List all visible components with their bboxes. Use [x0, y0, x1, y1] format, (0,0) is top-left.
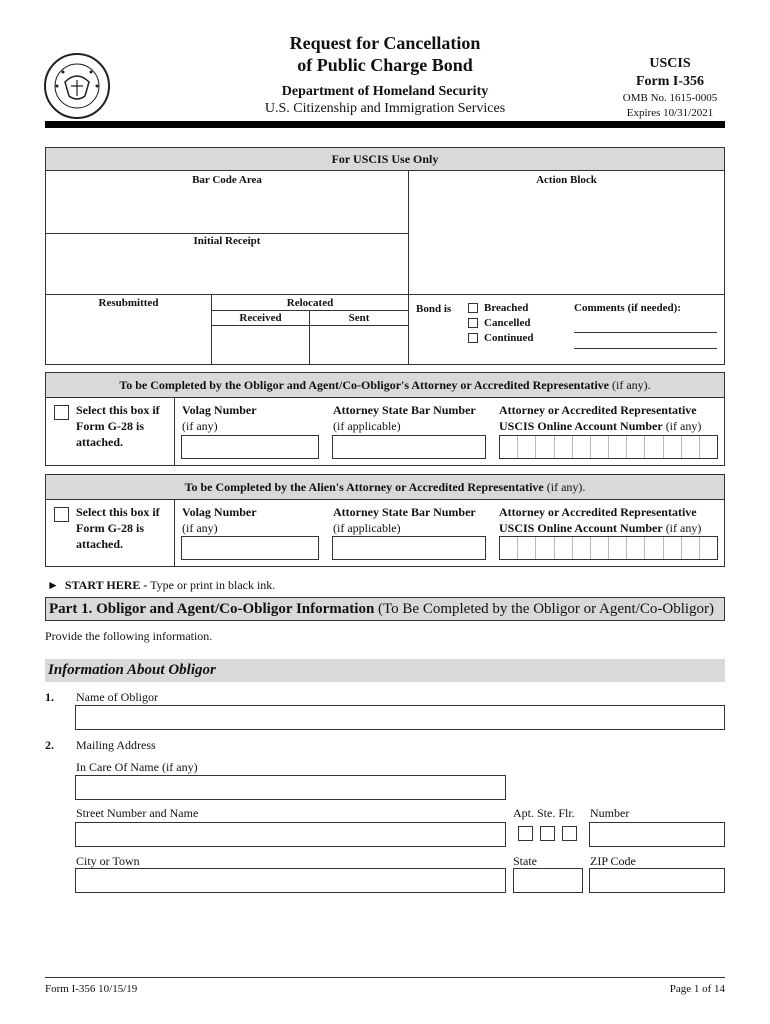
footer-form-id: Form I-356 10/15/19	[45, 983, 138, 995]
part1-header: Part 1. Obligor and Agent/Co-Obligor Information (To Be Completed by the Obligor or Agent/Co-Obligor)	[45, 597, 725, 621]
comments-line-1[interactable]	[574, 332, 717, 333]
col-divider	[174, 499, 175, 566]
number-label: Number	[590, 806, 630, 820]
zip-label: ZIP Code	[590, 854, 636, 868]
apt-label: Apt. Ste. Flr.	[513, 806, 575, 820]
city-input[interactable]	[75, 868, 506, 893]
state-select[interactable]	[513, 868, 583, 893]
flr-checkbox[interactable]	[562, 826, 577, 841]
breached-label: Breached	[484, 302, 529, 314]
bar-code-area-label: Bar Code Area	[192, 174, 262, 186]
footer-rule	[45, 977, 725, 978]
apt-number-input[interactable]	[589, 822, 725, 847]
comments-label: Comments (if needed):	[574, 302, 681, 314]
resubmitted-label: Resubmitted	[98, 297, 159, 309]
g28-label: Select this box if Form G-28 is attached.	[76, 505, 160, 551]
col-divider	[174, 397, 175, 465]
obligor-attorney-title: To be Completed by the Obligor and Agent/Co-Obligor's Attorney or Accredited Representative (if any).	[46, 373, 724, 398]
zip-input[interactable]	[589, 868, 725, 893]
provide-info-text: Provide the following information.	[45, 629, 213, 643]
dhs-seal	[43, 52, 111, 120]
continued-label: Continued	[484, 332, 534, 344]
form-title: Request for Cancellation of Public Charge Bond	[289, 33, 481, 75]
g28-label: Select this box if Form G-28 is attached.	[76, 403, 160, 449]
apt-checkbox[interactable]	[518, 826, 533, 841]
divider	[211, 310, 409, 311]
alien-attorney-title: To be Completed by the Alien's Attorney or Accredited Representative (if any).	[46, 475, 724, 500]
start-here: ► START HERE - Type or print in black ink.	[47, 578, 276, 592]
state-label: State	[513, 854, 537, 868]
relocated-label: Relocated	[286, 297, 334, 309]
arrow-icon: ►	[47, 578, 59, 592]
action-block-label: Action Block	[536, 174, 597, 186]
divider	[46, 294, 724, 295]
street-label: Street Number and Name	[76, 806, 199, 820]
divider	[211, 325, 409, 326]
bar-number-input[interactable]	[332, 536, 486, 560]
comments-line-2[interactable]	[574, 348, 717, 349]
uscis-account-label: Attorney or Accredited Representative USCIS Online Account Number (if any)	[499, 505, 702, 535]
alien-attorney-box	[45, 474, 725, 567]
divider	[46, 233, 408, 234]
g28-checkbox[interactable]	[54, 405, 69, 420]
footer-page-number: Page 1 of 14	[669, 983, 725, 995]
bar-number-input[interactable]	[332, 435, 486, 459]
q1-label: Name of Obligor	[76, 690, 158, 704]
volag-label: Volag Number (if any)	[182, 505, 257, 535]
uscis-account-label: Attorney or Accredited Representative USCIS Online Account Number (if any)	[499, 403, 702, 433]
continued-checkbox[interactable]	[468, 333, 478, 343]
volag-number-input[interactable]	[181, 435, 319, 459]
care-of-label: In Care Of Name (if any)	[76, 760, 198, 774]
obligor-attorney-box	[45, 372, 725, 466]
cancelled-checkbox[interactable]	[468, 318, 478, 328]
uscis-account-input[interactable]	[499, 536, 718, 560]
street-input[interactable]	[75, 822, 506, 847]
received-label: Received	[239, 312, 282, 324]
col-divider	[408, 170, 409, 294]
q1-number: 1.	[45, 690, 54, 704]
bar-number-label: Attorney State Bar Number (if applicable)	[333, 403, 476, 433]
q2-label: Mailing Address	[76, 738, 156, 752]
g28-checkbox[interactable]	[54, 507, 69, 522]
cancelled-label: Cancelled	[484, 317, 531, 329]
obligor-name-input[interactable]	[75, 705, 725, 730]
city-label: City or Town	[76, 854, 140, 868]
q2-number: 2.	[45, 738, 54, 752]
section-header: Information About Obligor	[45, 659, 725, 682]
uscis-use-title: For USCIS Use Only	[46, 148, 724, 171]
department-name: Department of Homeland Security	[281, 84, 489, 99]
col-divider	[408, 294, 409, 365]
bar-number-label: Attorney State Bar Number (if applicable)	[333, 505, 476, 535]
breached-checkbox[interactable]	[468, 303, 478, 313]
bond-is-label: Bond is	[416, 303, 452, 315]
volag-number-input[interactable]	[181, 536, 319, 560]
header-rule	[45, 121, 725, 128]
volag-label: Volag Number (if any)	[182, 403, 257, 433]
uscis-use-only-box	[45, 147, 725, 365]
form-id-block: USCIS Form I-356 OMB No. 1615-0005 Expires 10/31/2021	[622, 56, 718, 119]
ste-checkbox[interactable]	[540, 826, 555, 841]
sent-label: Sent	[348, 312, 370, 324]
care-of-input[interactable]	[75, 775, 506, 800]
initial-receipt-label: Initial Receipt	[193, 235, 261, 247]
uscis-account-input[interactable]	[499, 435, 718, 459]
agency-name: U.S. Citizenship and Immigration Services	[264, 101, 506, 116]
